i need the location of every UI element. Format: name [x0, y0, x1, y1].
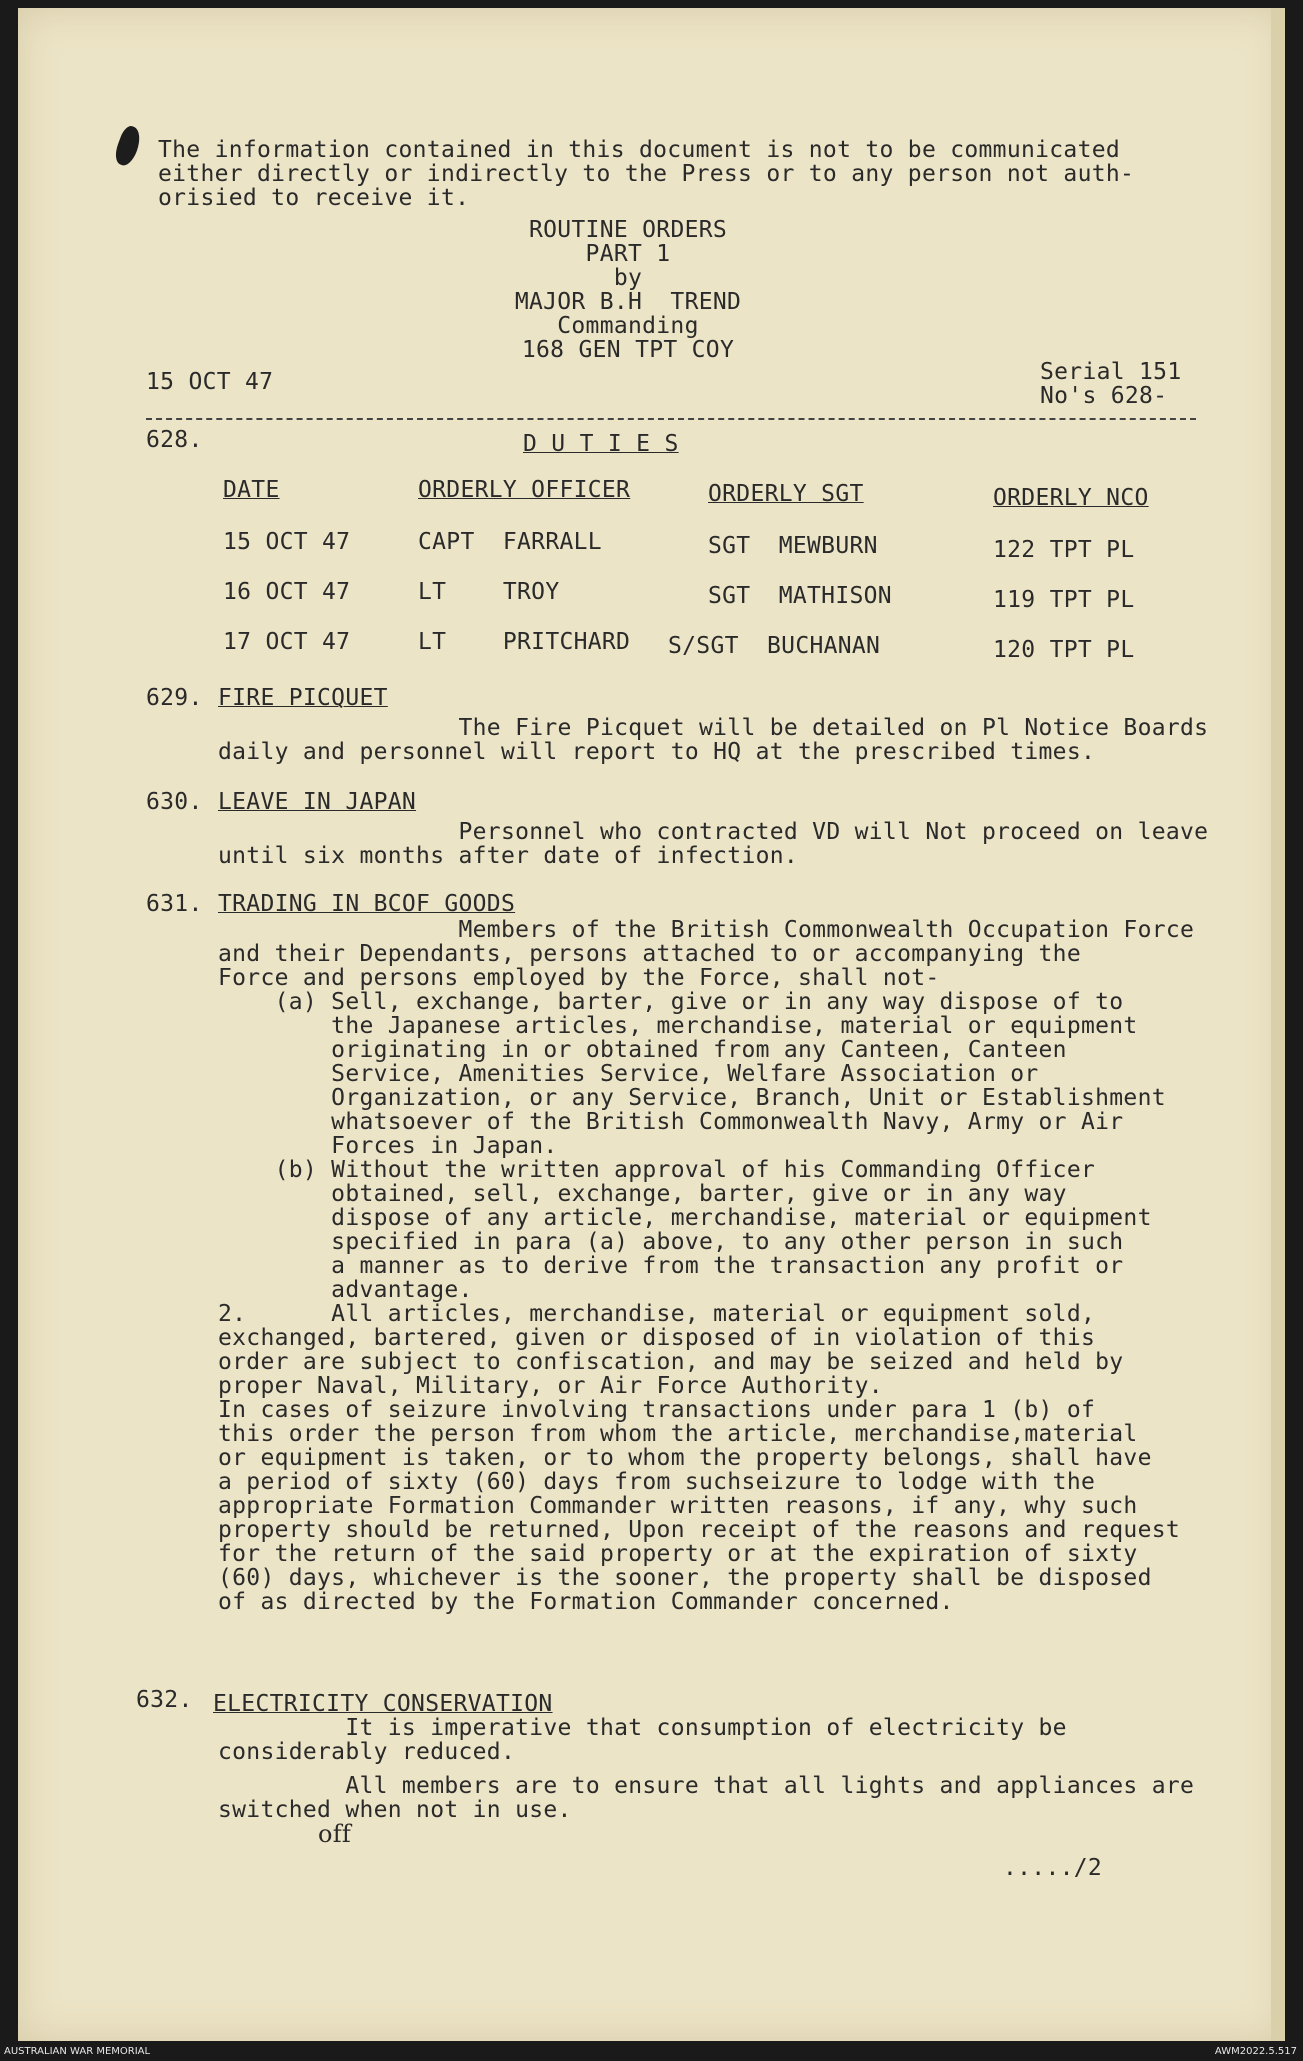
order-numbers: No's 628- — [1040, 383, 1168, 409]
duty-row-3-officer: LT PRITCHARD — [418, 629, 631, 655]
electricity-line-1: It is imperative that consumption of electricity be — [218, 1715, 1067, 1741]
duty-row-2-date: 16 OCT 47 — [223, 579, 351, 605]
trading-line: a manner as to derive from the transaction any profit or — [218, 1253, 1124, 1279]
leave-line-2: until six months after date of infection. — [218, 843, 799, 869]
trading-line: In cases of seizure involving transactions under para 1 (b) of — [218, 1397, 1096, 1423]
trading-line: the Japanese articles, merchandise, material or equipment — [218, 1013, 1138, 1039]
trading-line: property should be returned, Upon receipt of the reasons and request — [218, 1517, 1181, 1543]
col-date: DATE — [223, 477, 280, 503]
header-rule — [146, 418, 1196, 420]
duty-row-2-officer: LT TROY — [418, 579, 560, 605]
duty-row-1-nco: 122 TPT PL — [993, 537, 1135, 563]
leave-line-1: Personnel who contracted VD will Not proceed on leave — [218, 819, 1209, 845]
notice-line-1: The information contained in this document is not to be communicated — [158, 137, 1121, 163]
serial-number: Serial 151 — [1040, 359, 1182, 385]
trading-line: exchanged, bartered, given or disposed of in violation of this — [218, 1325, 1096, 1351]
handwritten-off: off — [318, 1820, 352, 1848]
trading-line: (a) Sell, exchange, barter, give or in any way dispose of to — [218, 989, 1124, 1015]
trading-line: for the return of the said property or at the expiration of sixty — [218, 1541, 1138, 1567]
trading-line: and their Dependants, persons attached to or accompanying the — [218, 941, 1081, 967]
duty-row-1-sgt: SGT MEWBURN — [708, 533, 878, 559]
trading-line: (60) days, whichever is the sooner, the property shall be disposed — [218, 1565, 1152, 1591]
trading-line: Forces in Japan. — [218, 1133, 558, 1159]
trading-line: whatsoever of the British Commonwealth Navy, Army or Air — [218, 1109, 1124, 1135]
title-commanding: Commanding — [557, 313, 699, 339]
col-orderly-nco: ORDERLY NCO — [993, 485, 1149, 511]
trading-line: or equipment is taken, or to whom the property belongs, shall have — [218, 1445, 1152, 1471]
notice-line-2: either directly or indirectly to the Press or to any person not auth- — [158, 161, 1135, 187]
trading-line: order are subject to confiscation, and may be seized and held by — [218, 1349, 1124, 1375]
fire-picquet-heading: FIRE PICQUET — [218, 685, 388, 711]
footer-accession: AWM2022.5.517 — [1214, 2046, 1297, 2057]
trading-line: specified in para (a) above, to any other person in such — [218, 1229, 1124, 1255]
trading-line: obtained, sell, exchange, barter, give or in any way — [218, 1181, 1067, 1207]
col-orderly-sgt: ORDERLY SGT — [708, 481, 864, 507]
trading-line: Service, Amenities Service, Welfare Association or — [218, 1061, 1039, 1087]
duty-row-1-date: 15 OCT 47 — [223, 529, 351, 555]
trading-line: Members of the British Commonwealth Occupation Force — [218, 917, 1195, 943]
duty-row-3-date: 17 OCT 47 — [223, 629, 351, 655]
trading-line: dispose of any article, merchandise, material or equipment — [218, 1205, 1152, 1231]
duty-row-2-nco: 119 TPT PL — [993, 587, 1135, 613]
col-orderly-officer: ORDERLY OFFICER — [418, 477, 631, 503]
trading-line: a period of sixty (60) days from suchseizure to lodge with the — [218, 1469, 1096, 1495]
trading-line: 2. All articles, merchandise, material or equipment sold, — [218, 1301, 1096, 1327]
title-by: by — [613, 265, 643, 291]
section-number-630: 630. — [146, 789, 203, 815]
fire-line-2: daily and personnel will report to HQ at the prescribed times. — [218, 739, 1096, 765]
page-continuation: ...../2 — [1003, 1855, 1103, 1881]
trading-line: this order the person from whom the article, merchandise,material — [218, 1421, 1138, 1447]
electricity-line-2: considerably reduced. — [218, 1739, 516, 1765]
ink-smudge — [112, 124, 144, 168]
trading-line: Organization, or any Service, Branch, Unit or Establishment — [218, 1085, 1166, 1111]
paper-edge — [1271, 8, 1285, 2041]
duty-row-2-sgt: SGT MATHISON — [708, 583, 892, 609]
notice-line-3: orisied to receive it. — [158, 185, 470, 211]
trading-line: proper Naval, Military, or Air Force Authority. — [218, 1373, 883, 1399]
section-number-632: 632. — [136, 1687, 193, 1713]
document-page — [18, 8, 1285, 2041]
section-number-628: 628. — [146, 427, 203, 453]
trading-line: originating in or obtained from any Canteen, Canteen — [218, 1037, 1067, 1063]
trading-line: of as directed by the Formation Commander concerned. — [218, 1589, 954, 1615]
trading-line: appropriate Formation Commander written reasons, if any, why such — [218, 1493, 1138, 1519]
document-date: 15 OCT 47 — [146, 369, 274, 395]
title-part: PART 1 — [585, 241, 671, 267]
trading-line: Force and persons employed by the Force, shall not- — [218, 965, 940, 991]
duty-row-3-nco: 120 TPT PL — [993, 637, 1135, 663]
trading-heading: TRADING IN BCOF GOODS — [218, 891, 516, 917]
duty-row-3-sgt: S/SGT BUCHANAN — [668, 633, 881, 659]
trading-line: (b) Without the written approval of his Commanding Officer — [218, 1157, 1096, 1183]
fire-line-1: The Fire Picquet will be detailed on Pl Notice Boards — [218, 715, 1209, 741]
section-number-629: 629. — [146, 685, 203, 711]
leave-heading: LEAVE IN JAPAN — [218, 789, 417, 815]
title-routine-orders: ROUTINE ORDERS — [528, 217, 728, 243]
duty-row-1-officer: CAPT FARRALL — [418, 529, 602, 555]
title-unit: 168 GEN TPT COY — [521, 337, 735, 363]
footer-institution: AUSTRALIAN WAR MEMORIAL — [4, 2046, 151, 2057]
title-commander: MAJOR B.H TREND — [514, 289, 742, 315]
electricity-line-3: All members are to ensure that all lights and appliances are — [218, 1773, 1195, 1799]
trading-line: advantage. — [218, 1277, 473, 1303]
duties-heading: D U T I E S — [523, 431, 679, 457]
section-number-631: 631. — [146, 891, 203, 917]
electricity-heading: ELECTRICITY CONSERVATION — [213, 1691, 553, 1717]
electricity-line-4: switched when not in use. — [218, 1797, 572, 1823]
